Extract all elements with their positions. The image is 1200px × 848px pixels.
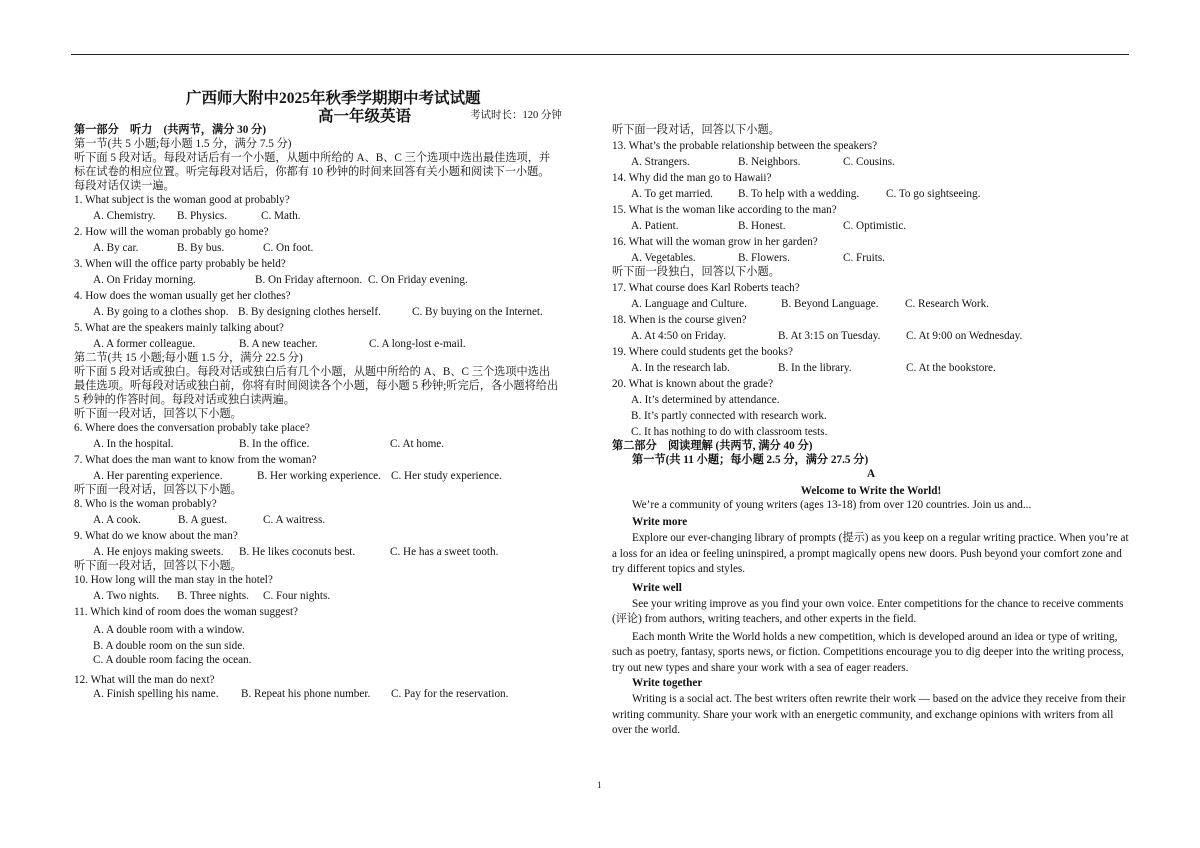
option-b: B. Repeat his phone number. <box>241 688 371 700</box>
options-10 <box>93 589 594 603</box>
option-b: B. By designing clothes herself. <box>238 306 381 318</box>
question-8: 8. Who is the woman probably? <box>74 498 217 510</box>
section-heading-write-more: Write more <box>632 516 688 528</box>
option-c: C. A double room facing the ocean. <box>93 654 252 666</box>
option-b: B. Honest. <box>738 220 786 232</box>
options-8 <box>93 513 594 527</box>
question-11: 11. Which kind of room does the woman suggest? <box>74 606 299 618</box>
option-b: B. Three nights. <box>177 590 249 602</box>
option-a: A. A former colleague. <box>93 338 196 350</box>
option-c: C. It has nothing to do with classroom tests. <box>631 426 828 438</box>
option-a: A. By going to a clothes shop. <box>93 306 229 318</box>
header-rule <box>71 54 1129 55</box>
option-b: B. By bus. <box>177 242 225 254</box>
option-b: B. Neighbors. <box>738 156 801 168</box>
option-c: C. To go sightseeing. <box>886 188 981 200</box>
question-17: 17. What course does Karl Roberts teach? <box>612 282 800 294</box>
question-10: 10. How long will the man stay in the hotel? <box>74 574 273 586</box>
exam-title: 广西师大附中2025年秋季学期期中考试试题 <box>186 90 481 107</box>
question-14: 14. Why did the man go to Hawaii? <box>612 172 772 184</box>
option-a: A. Strangers. <box>631 156 690 168</box>
option-c: C. Cousins. <box>843 156 895 168</box>
option-c: C. By buying on the Internet. <box>412 306 543 318</box>
option-a: A. By car. <box>93 242 139 254</box>
option-c: C. A long-lost e-mail. <box>369 338 466 350</box>
question-12: 12. What will the man do next? <box>74 674 215 686</box>
question-16: 16. What will the woman grow in her garden? <box>612 236 818 248</box>
options-6 <box>93 437 594 451</box>
question-1: 1. What subject is the woman good at probably? <box>74 194 290 206</box>
option-a: A. Finish spelling his name. <box>93 688 219 700</box>
instruction-line: 5 秒钟的作答时间。每段对话或独白读两遍。 <box>74 394 295 406</box>
option-a: A. Two nights. <box>93 590 160 602</box>
option-b: B. A guest. <box>178 514 228 526</box>
option-c: C. At 9:00 on Wednesday. <box>906 330 1023 342</box>
options-12 <box>93 687 594 701</box>
options-3 <box>93 273 594 287</box>
paragraph-write-more: Explore our ever-changing library of prompts (提示) as you keep on a regular writing practice. When you’re at a loss for an idea or feeling uninspired, a prompt magically opens new doors. Push beyond your comfort zone and try different topics and styles. <box>612 532 1129 575</box>
part2-heading: 第二部分 阅读理解 (共两节, 满分 40 分) <box>612 440 813 452</box>
part1-section2-heading: 第二节(共 15 小题;每小题 1.5 分，满分 22.5 分) <box>74 352 303 364</box>
listen-instruction: 听下面一段独白，回答以下小题。 <box>612 266 780 278</box>
paragraph-write-well-1: See your writing improve as you find your own voice. Enter competitions for the chance to receive comments (评论) from authors, writing teachers, and other experts in the field. <box>612 597 1124 625</box>
question-7: 7. What does the man want to know from the woman? <box>74 454 317 466</box>
option-b: B. On Friday afternoon. <box>255 274 363 286</box>
option-b: B. Flowers. <box>738 252 790 264</box>
option-c: C. He has a sweet tooth. <box>390 546 499 558</box>
question-13: 13. What’s the probable relationship between the speakers? <box>612 140 878 152</box>
question-2: 2. How will the woman probably go home? <box>74 226 269 238</box>
passage-title: Welcome to Write the World! <box>800 485 942 497</box>
option-b: B. To help with a wedding. <box>738 188 860 200</box>
option-c: C. Math. <box>261 210 301 222</box>
option-b: B. Her working experience. <box>257 470 381 482</box>
option-b: B. In the library. <box>778 362 852 374</box>
question-15: 15. What is the woman like according to the man? <box>612 204 837 216</box>
options-1 <box>93 209 594 223</box>
options-5 <box>93 337 594 351</box>
option-c: C. Optimistic. <box>843 220 907 232</box>
option-c: C. Research Work. <box>905 298 990 310</box>
option-a: A. A cook. <box>93 514 141 526</box>
option-a: A. Her parenting experience. <box>93 470 223 482</box>
instruction-line: 最佳选项。听每段对话或独白前，你将有时间阅读各个小题，每小题 5 秒钟;听完后，各小题将给出 <box>74 380 559 392</box>
section-heading-write-together: Write together <box>632 677 703 689</box>
option-c: C. Four nights. <box>263 590 331 602</box>
option-a: A. Patient. <box>631 220 679 232</box>
option-a: A. Vegetables. <box>631 252 696 264</box>
question-18: 18. When is the course given? <box>612 314 747 326</box>
instruction-line: 听下面 5 段对话或独白。每段对话或独白后有几个小题，从题中所给的 A、B、C 三个选项中选出 <box>74 366 551 378</box>
option-c: C. A waitress. <box>263 514 326 526</box>
options-13 <box>631 155 1130 169</box>
paragraph-write-well-2: Each month Write the World holds a new competition, which is developed around an idea or type of writing, such as poetry, fantasy, sports news, or fiction. Competitions encourage you to dig deeper into the writing process, try out new types and share your work with a sea of eager readers. <box>612 630 1124 674</box>
section-heading-write-well: Write well <box>632 581 682 594</box>
options-17 <box>631 297 1130 311</box>
option-c: C. On foot. <box>263 242 314 254</box>
option-b: B. A double room on the sun side. <box>93 640 245 652</box>
option-a: A. On Friday morning. <box>93 274 196 286</box>
page-number: 1 <box>597 780 602 790</box>
option-a: A. In the hospital. <box>93 438 174 450</box>
option-a: A. Chemistry. <box>93 210 156 222</box>
listen-instruction: 听下面一段对话，回答以下小题。 <box>74 484 242 496</box>
options-2 <box>93 241 594 255</box>
instruction-line: 听下面 5 段对话。每段对话后有一个小题，从题中所给的 A、B、C 三个选项中选出最佳选项，并 <box>74 152 551 164</box>
option-c: C. Pay for the reservation. <box>391 688 509 700</box>
passage-label: A <box>866 468 876 480</box>
exam-duration: 考试时长：120 分钟 <box>470 110 562 121</box>
right-column <box>612 123 1130 739</box>
part1-section1-heading: 第一节(共 5 小题;每小题 1.5 分，满分 7.5 分) <box>74 138 292 150</box>
question-6: 6. Where does the conversation probably take place? <box>74 422 310 434</box>
options-7 <box>93 469 594 483</box>
option-c: C. On Friday evening. <box>368 274 468 286</box>
option-c: C. At the bookstore. <box>906 362 996 374</box>
option-b: B. In the office. <box>239 438 310 450</box>
option-a: A. He enjoys making sweets. <box>93 546 224 558</box>
left-column <box>74 123 594 701</box>
option-a: A. It’s determined by attendance. <box>631 394 780 406</box>
option-a: A. In the research lab. <box>631 362 730 374</box>
options-18 <box>631 329 1130 343</box>
instruction-line: 每段对话仅读一遍。 <box>74 180 175 192</box>
option-c: C. At home. <box>390 438 445 450</box>
question-9: 9. What do we know about the man? <box>74 530 238 542</box>
options-9 <box>93 545 594 559</box>
question-3: 3. When will the office party probably be held? <box>74 258 286 270</box>
question-20: 20. What is known about the grade? <box>612 378 774 390</box>
question-5: 5. What are the speakers mainly talking about? <box>74 322 284 334</box>
options-4 <box>93 305 594 319</box>
option-b: B. A new teacher. <box>239 338 318 350</box>
options-19 <box>631 361 1130 375</box>
instruction-line: 标在试卷的相应位置。听完每段对话后，你都有 10 秒钟的时间来回答有关小题和阅读下一小题。 <box>74 166 550 178</box>
listen-instruction: 听下面一段对话，回答以下小题。 <box>74 560 242 572</box>
option-b: B. Physics. <box>177 210 228 222</box>
option-a: A. To get married. <box>631 188 713 200</box>
paragraph-write-together: Writing is a social act. The best writers often rewrite their work — based on the advice they receive from their writing community. Share your work with an energetic community, and exchange opinions with writers from all over the world. <box>612 693 1126 736</box>
part2-section1-heading: 第一节(共 11 小题；每小题 2.5 分，满分 27.5 分) <box>632 454 869 466</box>
option-b: B. At 3:15 on Tuesday. <box>778 330 881 342</box>
listen-instruction: 听下面一段对话，回答以下小题。 <box>612 124 780 136</box>
passage-intro: We’re a community of young writers (ages 13-18) from over 120 countries. Join us and... <box>632 499 1032 511</box>
options-16 <box>631 251 1130 265</box>
option-c: C. Fruits. <box>843 252 885 264</box>
question-19: 19. Where could students get the books? <box>612 346 793 358</box>
part1-heading: 第一部分 听力 (共两节，满分 30 分) <box>74 124 267 136</box>
options-15 <box>631 219 1130 233</box>
option-a: A. At 4:50 on Friday. <box>631 330 726 342</box>
option-b: B. He likes coconuts best. <box>239 546 356 558</box>
option-b: B. It’s partly connected with research work. <box>631 410 827 422</box>
option-c: C. Her study experience. <box>391 470 502 482</box>
option-b: B. Beyond Language. <box>781 298 879 310</box>
options-14 <box>631 187 1130 201</box>
exam-subtitle: 高一年级英语 <box>318 108 412 125</box>
option-a: A. Language and Culture. <box>631 298 747 310</box>
question-4: 4. How does the woman usually get her clothes? <box>74 290 291 302</box>
listen-instruction: 听下面一段对话，回答以下小题。 <box>74 408 242 420</box>
option-a: A. A double room with a window. <box>93 624 245 636</box>
